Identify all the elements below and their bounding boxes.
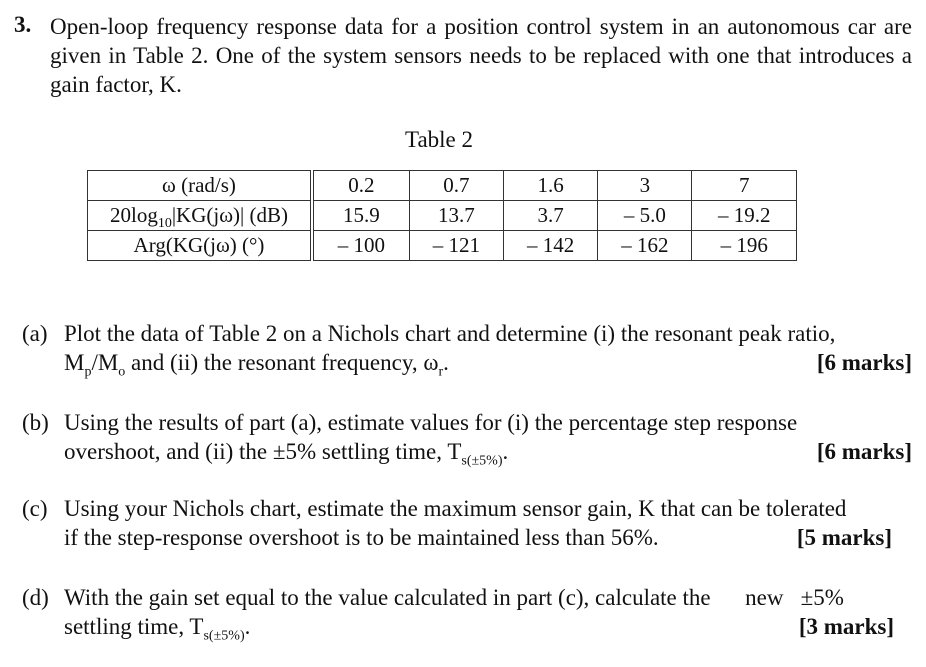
part-label: (d) xyxy=(22,585,49,610)
part-label: (b) xyxy=(22,410,49,435)
table-cell: – 5.0 xyxy=(598,201,692,231)
part-text: if the step-response overshoot is to be maintained less than 56%. xyxy=(64,525,659,550)
table-row xyxy=(88,171,797,201)
table-cell: 7 xyxy=(692,171,797,201)
header-sub: 10 xyxy=(157,216,172,232)
part-text: settling time, $T_{s(\pm 5\%)}$. xyxy=(64,614,251,644)
part-text: overshoot, and (ii) the ±5% settling time, $T_{s(\pm 5\%)}$. xyxy=(64,439,509,469)
marks: [3 marks] xyxy=(798,614,894,639)
header-text: 20log xyxy=(110,203,158,227)
table-cell: – 100 xyxy=(312,231,409,261)
part-label: (c) xyxy=(22,496,48,521)
part-text: Using the results of part (a), estimate values for (i) the percentage step response xyxy=(64,410,798,435)
marks: [6 marks] xyxy=(816,350,912,375)
table-row xyxy=(88,231,797,261)
table-cell: – 196 xyxy=(692,231,797,261)
table-cell: – 162 xyxy=(598,231,692,261)
question-intro: Open-loop frequency response data for a position control system in an autonomous car are given in Table 2. One of the system sensors needs to be replaced with one that introduces a gain factor, K. xyxy=(50,14,912,97)
frequency-response-table xyxy=(87,170,797,261)
header-text: |KG(jω)| (dB) xyxy=(171,203,288,227)
table-cell: – 121 xyxy=(409,231,503,261)
part-text: Plot the data of Table 2 on a Nichols chart and determine (i) the resonant peak ratio, xyxy=(64,321,836,346)
table-caption: Table 2 xyxy=(405,127,474,152)
part-b xyxy=(22,408,912,469)
table-cell: 1.6 xyxy=(503,171,597,201)
part-text: With the gain set equal to the value calculated in part (c), calculate the new ±5% xyxy=(64,585,844,610)
table-cell: – 19.2 xyxy=(692,201,797,231)
part-c xyxy=(22,494,912,552)
table-cell: 3 xyxy=(598,171,692,201)
part-d xyxy=(22,583,912,644)
marks: [5 marks] xyxy=(796,525,892,550)
row-header: ω (rad/s) xyxy=(88,171,313,201)
table-cell: 13.7 xyxy=(409,201,503,231)
table-cell: – 142 xyxy=(503,231,597,261)
part-text: Using your Nichols chart, estimate the maximum sensor gain, K that can be tolerated xyxy=(64,496,847,521)
table-cell: 0.7 xyxy=(409,171,503,201)
table-cell: 3.7 xyxy=(503,201,597,231)
table-cell: 0.2 xyxy=(312,171,409,201)
part-text: $M_p/M_o$ and (ii) the resonant frequency, $\omega_r$. xyxy=(64,350,449,380)
part-a xyxy=(22,319,912,380)
row-header: Arg(KG(jω) (°) xyxy=(88,231,313,261)
marks: [6 marks] xyxy=(816,439,912,464)
table-row xyxy=(88,201,797,231)
row-header xyxy=(88,201,313,231)
part-label: (a) xyxy=(22,321,48,346)
question-number: 3. xyxy=(14,12,32,37)
table-cell: 15.9 xyxy=(312,201,409,231)
